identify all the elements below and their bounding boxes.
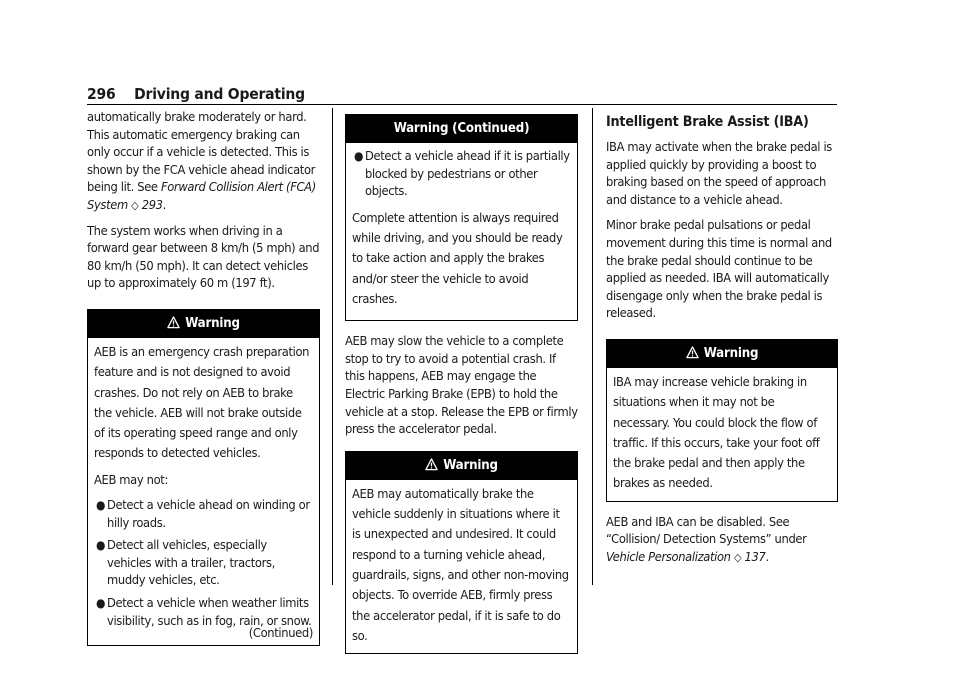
warning-header: Warning [607,340,837,368]
column-divider-right [592,108,593,585]
vehicle-personalization-link[interactable]: Vehicle Personalization [606,549,731,565]
paragraph: AEB and IBA can be disabled. See “Collision/ Detection Systems” under Vehicle Personalization ◇ 137. [606,514,807,565]
column-2 [345,114,578,654]
section-heading: Intelligent Brake Assist (IBA) [606,114,809,130]
warning-box [606,339,838,502]
warning-icon [425,458,438,471]
bullet-icon: ● [96,538,106,553]
warning-box [345,451,578,654]
warning-icon [686,346,699,359]
bullet-list [352,148,571,201]
bullet-icon: ● [96,595,106,610]
bullet-icon: ● [354,149,364,163]
warning-header: Warning (Continued) [346,115,577,143]
warning-box [87,309,320,646]
list-item: ● Detect a vehicle ahead if it is partially blocked by pedestrians or other objects. [354,149,570,200]
section-title: Driving and Operating [134,85,305,103]
warning-icon [167,316,180,329]
page-number: 296 [87,85,116,103]
page-ref[interactable]: 137 [744,549,766,565]
fca-link[interactable]: Forward Collision Alert (FCA) System [87,180,316,213]
bullet-icon: ● [96,498,106,513]
list-item: ● Detect all vehicles, especially vehicles with a trailer, tractors, muddy vehicles, etc. [96,538,275,589]
column-1 [87,109,320,646]
column-divider-left [332,108,333,585]
warning-body: IBA may increase vehicle braking in situations when it may not be necessary. You could block the flow of traffic. If this occurs, take your foot off the brake pedal and then apply the brakes as needed. [613,374,820,492]
continued-label: (Continued) [248,626,313,642]
page-ref-icon: ◇ [131,198,139,212]
warning-header: Warning [346,452,577,480]
warning-body: AEB may automatically brake the vehicle suddenly in situations where it is unexpected and undesired. It could respond to a turning vehicle ahead, guardrails, signs, and other non-moving objects. To override AEB, firmly press the accelerator pedal, if it is safe to do so. [352,486,569,644]
page-header [87,84,837,105]
warning-header: Warning [88,310,319,338]
page-ref[interactable]: 293 [141,197,163,213]
paragraph: AEB may slow the vehicle to a complete stop to try to avoid a potential crash. If this happens, AEB may engage the Electric Parking Brake (EPB) to hold the vehicle at a stop. Release the EPB or firmly press the accelerator pedal. [345,334,578,438]
page-ref-icon: ◇ [733,550,742,564]
warning-body: AEB is an emergency crash preparation feature and is not designed to avoid crashes. Do not rely on AEB to brake the vehicle. AEB will not brake outside of its operating speed range and only responds to detected vehicles. AEB may not: ● Detect a vehicle ahead on winding or hilly roads. ● Detect all vehicles, especially vehicles with a trailer, tractors, muddy vehicles, etc. ● Detect a vehicle when weather limits visibility, such as in fog, rain, or snow. (Continued) [94,344,313,642]
bullet-list [94,497,313,630]
paragraph: The system works when driving in a forward gear between 8 km/h (5 mph) and 80 km/h (50 mph). It can detect vehicles up to approximately 60 m (197 ft). [87,223,320,292]
warning-box-continued [345,114,578,321]
column-3 [606,113,838,575]
paragraph: Minor brake pedal pulsations or pedal movement during this time is normal and the brake pedal should continue to be applied as needed. IBA will automatically disengage only when the brake pedal is released. [606,218,832,322]
warning-body: ● Detect a vehicle ahead if it is partially blocked by pedestrians or other objects. Complete attention is always required while driving, and you should be ready to take action and apply the brakes and/or steer the vehicle to avoid crashes. [352,149,570,307]
paragraph: automatically brake moderately or hard. This automatic emergency braking can only occur if a vehicle is detected. This is shown by the FCA vehicle ahead indicator being lit. See Forward Collision Alert (FCA) System ◇ 293. [87,110,316,213]
list-item: ● Detect a vehicle when weather limits visibility, such as in fog, rain, or snow. [96,595,312,629]
paragraph: IBA may activate when the brake pedal is applied quickly by providing a boost to braking based on the speed of approach and distance to a vehicle ahead. [606,140,832,208]
list-item: ● Detect a vehicle ahead on winding or hilly roads. [96,498,310,531]
